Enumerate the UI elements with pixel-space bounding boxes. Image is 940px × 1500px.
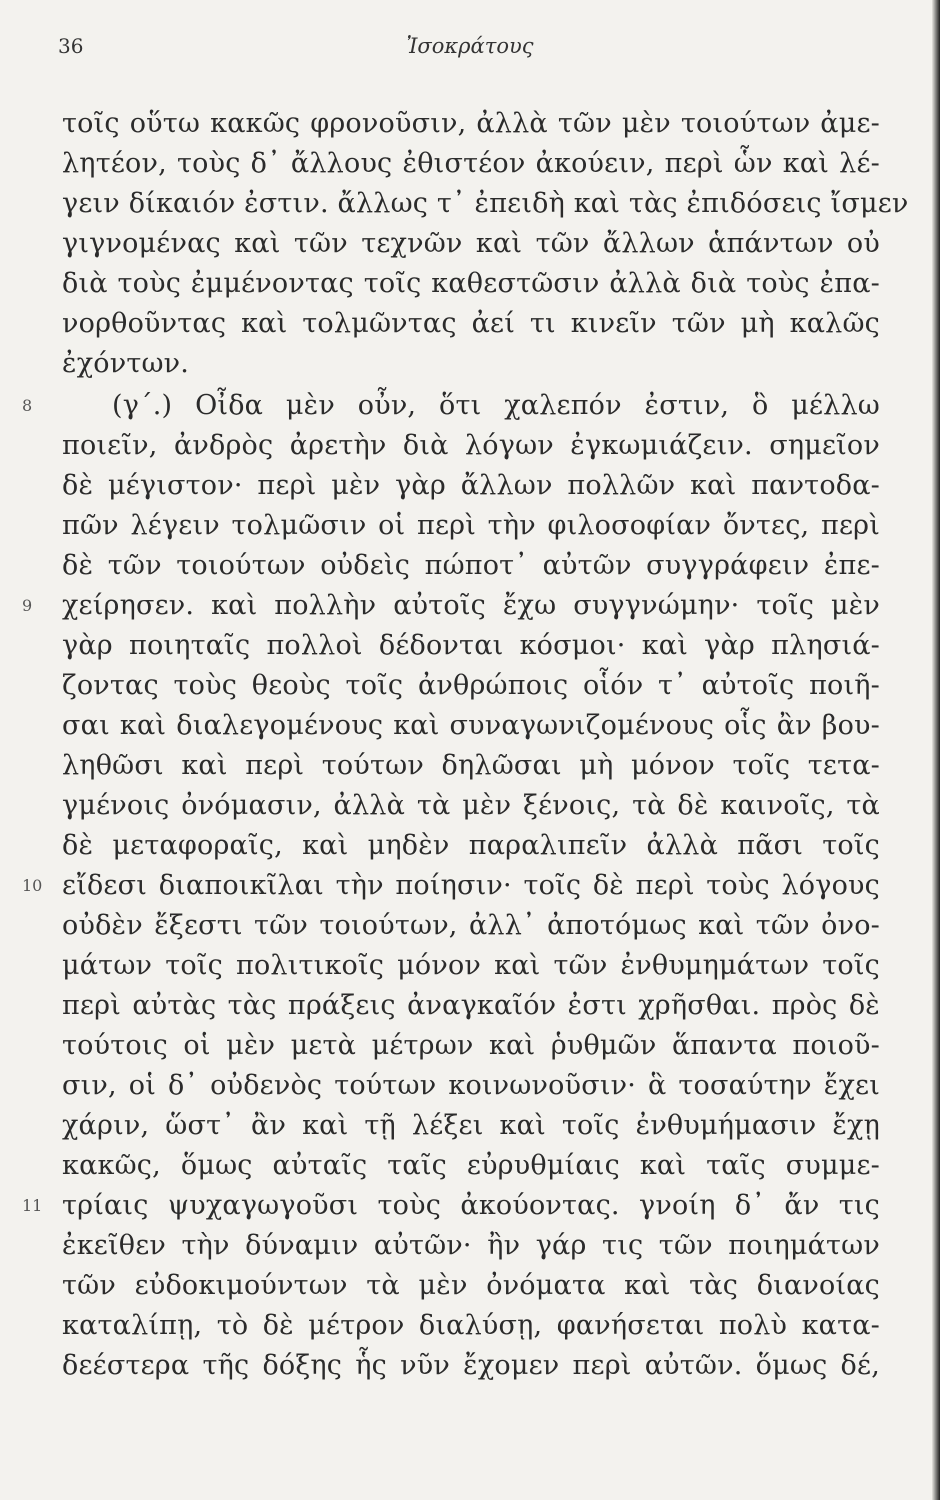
text-line: νορθοῦντας καὶ τολμῶντας ἀεί τι κινεῖν τῶν μὴ καλῶς [62,308,880,339]
text-line: δὲ τῶν τοιούτων οὐδεὶς πώποτ᾽ αὐτῶν συγγράφειν ἐπε- [62,550,880,581]
text-line: κακῶς, ὅμως αὐταῖς ταῖς εὐρυθμίαις καὶ ταῖς συμμε- [62,1150,880,1181]
text-line: πῶν λέγειν τολμῶσιν οἱ περὶ τὴν φιλοσοφίαν ὄντες, περὶ [62,510,880,541]
text-line: δεέστερα τῆς δόξης ἧς νῦν ἔχομεν περὶ αὐτῶν. ὅμως δέ, [62,1350,880,1381]
text-line: ζοντας τοὺς θεοὺς τοῖς ἀνθρώποις οἷόν τ᾽ αὐτοῖς ποιῆ- [62,670,880,701]
text-line: σιν, οἱ δ᾽ οὐδενὸς τούτων κοινωνοῦσιν· ἃ τοσαύτην ἔχει [62,1070,880,1101]
text-line: οὐδὲν ἔξεστι τῶν τοιούτων, ἀλλ᾽ ἀποτόμως καὶ τῶν ὀνο- [62,910,880,941]
text-line: διὰ τοὺς ἐμμένοντας τοῖς καθεστῶσιν ἀλλὰ διὰ τοὺς ἐπα- [62,268,880,299]
section-number: 11 [22,1196,43,1215]
text-line: χάριν, ὥστ᾽ ἂν καὶ τῇ λέξει καὶ τοῖς ἐνθυμήμασιν ἔχῃ [62,1110,880,1141]
text-line: ἐχόντων. [62,348,190,379]
section-number: 9 [22,596,33,615]
running-title: Ἰσοκράτους [406,34,534,58]
text-line: ποιεῖν, ἀνδρὸς ἀρετὴν διὰ λόγων ἐγκωμιάζειν. σημεῖον [62,430,880,461]
text-line: εἴδεσι διαποικῖλαι τὴν ποίησιν· τοῖς δὲ περὶ τοὺς λόγους [62,870,880,901]
text-line: καταλίπῃ, τὸ δὲ μέτρον διαλύσῃ, φανήσεται πολὺ κατα- [62,1310,880,1341]
text-line: δὲ μεταφοραῖς, καὶ μηδὲν παραλιπεῖν ἀλλὰ πᾶσι τοῖς [62,830,880,861]
page-number: 36 [58,34,84,58]
text-line: τοῖς οὕτω κακῶς φρονοῦσιν, ἀλλὰ τῶν μὲν τοιούτων ἀμε- [62,108,880,139]
text-line: μάτων τοῖς πολιτικοῖς μόνον καὶ τῶν ἐνθυμημάτων τοῖς [62,950,880,981]
running-head [0,34,940,66]
text-line: τῶν εὐδοκιμούντων τὰ μὲν ὀνόματα καὶ τὰς διανοίας [62,1270,880,1301]
text-line: λητέον, τοὺς δ᾽ ἄλλους ἐθιστέον ἀκούειν, περὶ ὧν καὶ λέ- [62,148,880,179]
text-line: ἐκεῖθεν τὴν δύναμιν αὐτῶν· ἢν γάρ τις τῶν ποιημάτων [62,1230,880,1261]
text-line: ληθῶσι καὶ περὶ τούτων δηλῶσαι μὴ μόνον τοῖς τετα- [62,750,880,781]
text-line: γειν δίκαιόν ἐστιν. ἄλλως τ᾽ ἐπειδὴ καὶ τὰς ἐπιδόσεις ἴσμεν [62,188,909,219]
text-line: δὲ μέγιστον· περὶ μὲν γὰρ ἄλλων πολλῶν καὶ παντοδα- [62,470,880,501]
text-line: γιγνομένας καὶ τῶν τεχνῶν καὶ τῶν ἄλλων ἁπάντων οὐ [62,228,880,259]
text-line: γὰρ ποιηταῖς πολλοὶ δέδονται κόσμοι· καὶ γὰρ πλησιά- [62,630,880,661]
text-line: σαι καὶ διαλεγομένους καὶ συναγωνιζομένους οἷς ἂν βου- [62,710,880,741]
text-line: χείρησεν. καὶ πολλὴν αὐτοῖς ἔχω συγγνώμην· τοῖς μὲν [62,590,880,621]
section-number: 10 [22,876,43,895]
text-line: (γ΄.) Οἶδα μὲν οὖν, ὅτι χαλεπόν ἐστιν, ὃ μέλλω [112,390,880,421]
text-line: τούτοις οἱ μὲν μετὰ μέτρων καὶ ῥυθμῶν ἅπαντα ποιοῦ- [62,1030,880,1061]
text-line: περὶ αὐτὰς τὰς πράξεις ἀναγκαῖόν ἐστι χρῆσθαι. πρὸς δὲ [62,990,880,1021]
section-number: 8 [22,396,33,415]
text-line: γμένοις ὀνόμασιν, ἀλλὰ τὰ μὲν ξένοις, τὰ δὲ καινοῖς, τὰ [62,790,880,821]
text-line: τρίαις ψυχαγωγοῦσι τοὺς ἀκούοντας. γνοίη δ᾽ ἄν τις [62,1190,880,1221]
